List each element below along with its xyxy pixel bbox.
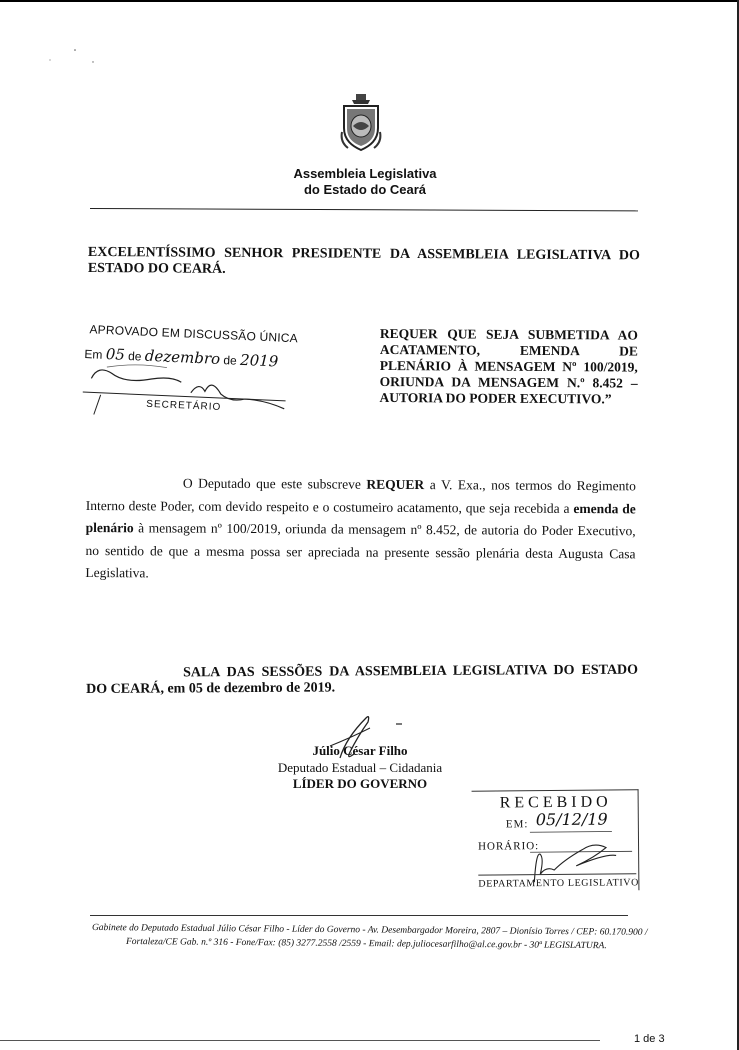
body-requer: REQUER <box>366 476 425 493</box>
received-date: 05/12/19 <box>535 809 608 830</box>
secretario-label: SECRETÁRIO <box>146 398 222 414</box>
signer-title: LÍDER DO GOVERNO <box>292 776 428 791</box>
page-bottom-rule <box>0 1040 600 1041</box>
footer-address-line-2: Fortaleza/CE Gab. n.º 316 - Fone/Fax: (85) 3277.2558 /2559 - Email: dep.juliocesarfilho@al.ce.gov.br - 30ª LEGISLATURA. <box>125 937 607 952</box>
state-coat-of-arms-icon <box>338 92 384 152</box>
org-name: Assembleia Legislativa <box>293 166 437 181</box>
received-title: RECEBIDO <box>499 793 612 812</box>
stamp-month: dezembro <box>144 346 221 368</box>
body-part-2: a V. Exa., nos termos do Regimento Interno deste Poder, com devido respeito e o costumeiro acatamento, que seja recebida a <box>85 477 636 516</box>
received-stamp <box>472 789 641 892</box>
stamp-day: 05 <box>105 344 126 364</box>
stamp-year: 2019 <box>239 350 279 371</box>
sala-das-sessoes: SALA DAS SESSÕES DA ASSEMBLEIA LEGISLATIVA DO ESTADO DO CEARÁ, em 05 de dezembro de 2019. <box>86 662 639 697</box>
body-part-3: à mensagem nº 100/2019, oriunda da mensagem nº 8.452, de autoria do Poder Executivo, no sentido de que a mesma possa ser apreciada na presente sessão plenária desta Augusta Casa Legislativa. <box>85 520 636 581</box>
stamp-de-label-1: de <box>127 348 142 364</box>
signer-role: Deputado Estadual – Cidadania <box>277 760 443 775</box>
received-department: DEPARTAMENTO LEGISLATIVO <box>478 877 639 890</box>
scan-specks <box>45 45 105 75</box>
request-summary: REQUER QUE SEJA SUBMETIDA AO ACATAMENTO, EMENDA DE PLENÁRIO À MENSAGEM Nº 100/2019, ORIUNDA DA MENSAGEM N.º 8.452 – AUTORIA DO PODER EXECUTIVO.” <box>379 326 638 407</box>
body-paragraph <box>85 472 636 588</box>
signer-name: Júlio César Filho <box>312 743 408 758</box>
org-state: do Estado do Ceará <box>303 182 427 197</box>
page-number: 1 de 3 <box>634 1033 665 1045</box>
addressee: EXCELENTÍSSIMO SENHOR PRESIDENTE DA ASSEMBLEIA LEGISLATIVA DO ESTADO DO CEARÁ. <box>87 245 640 277</box>
stamp-em-label: Em <box>84 347 103 362</box>
approval-stamp <box>80 318 324 428</box>
scan-top-edge <box>0 0 739 2</box>
received-em-label: EM: <box>505 818 529 831</box>
approval-stamp-title: APROVADO EM DISCUSSÃO ÚNICA <box>89 322 299 346</box>
header-rule <box>90 208 638 211</box>
received-horario-label: HORÁRIO: <box>477 840 540 853</box>
body-part-1: O Deputado que este subscreve <box>182 475 367 492</box>
stamp-de-label-2: de <box>223 353 238 368</box>
footer-address-line-1: Gabinete do Deputado Estadual Júlio César Filho - Líder do Governo - Av. Desembargador Moreira, 2807 – Dionísio Torres / CEP: 60.170.900 / <box>91 923 648 938</box>
footer-rule <box>90 915 628 916</box>
body-emenda: emenda de plenário <box>85 500 636 536</box>
secretary-signature <box>91 369 181 382</box>
